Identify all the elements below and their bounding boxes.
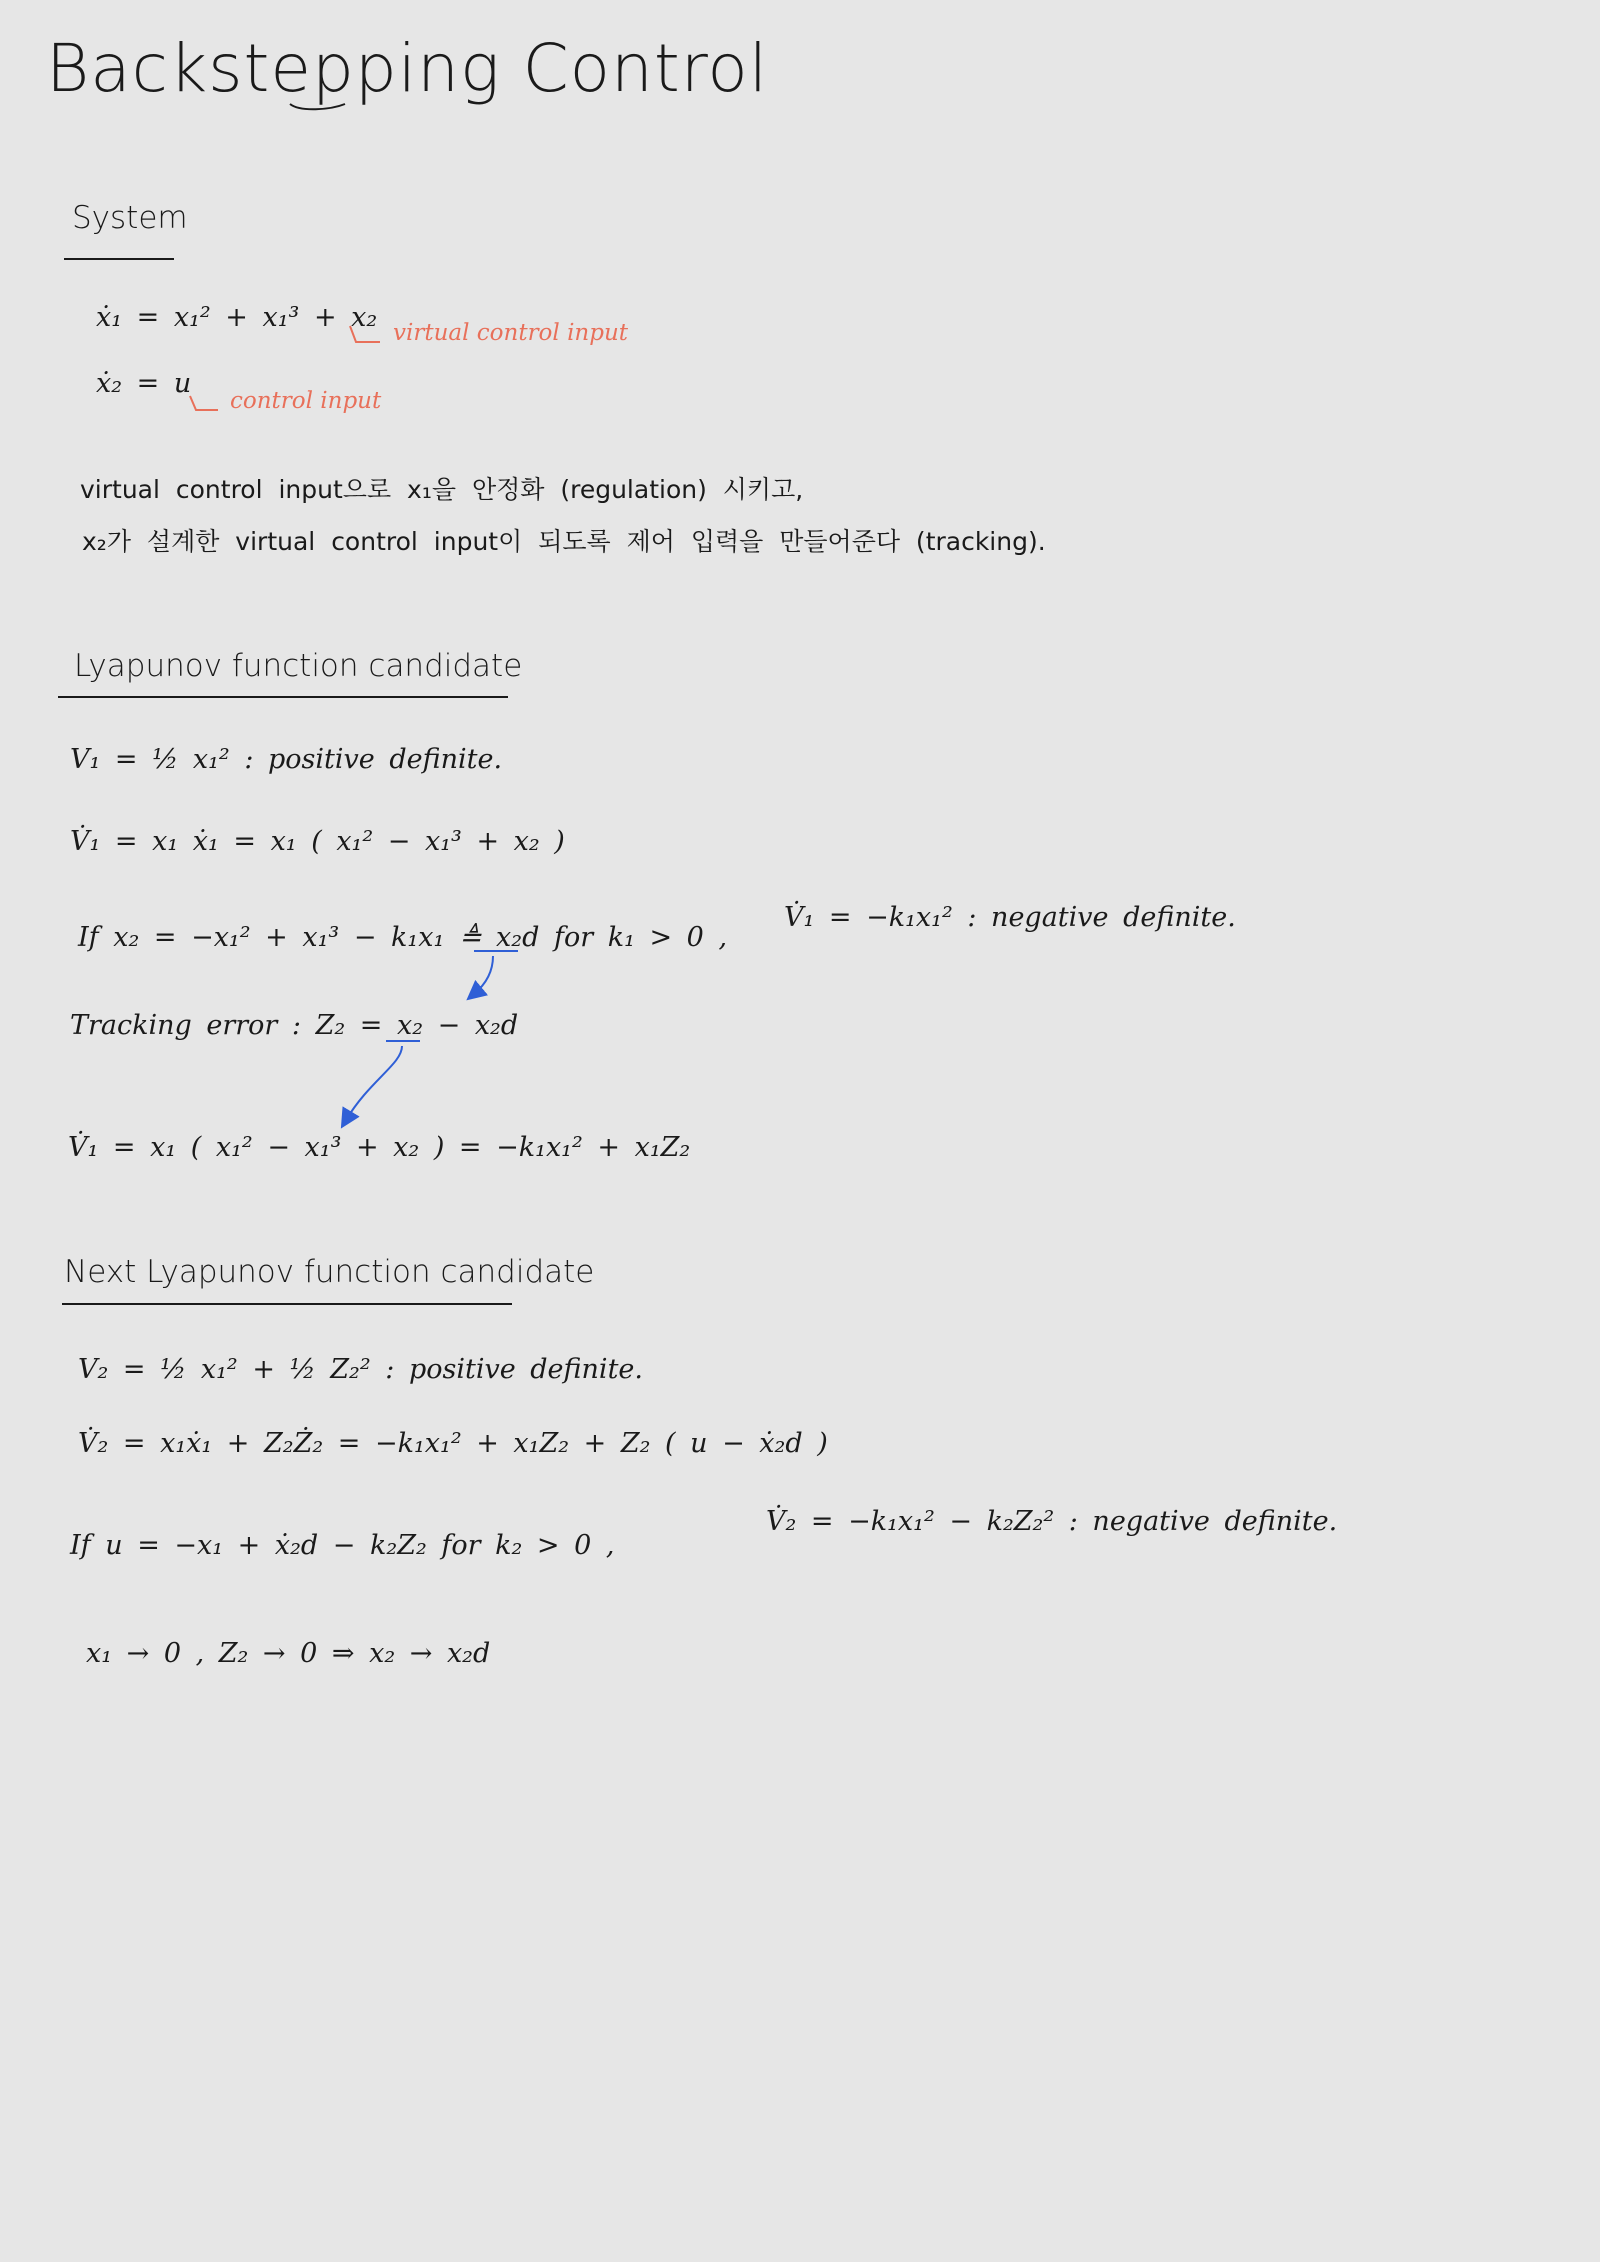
system-heading: System [72,200,188,236]
tracking-error: Tracking error : Z₂ = x₂ − x₂d [70,1010,519,1041]
v2-definition: V₂ = ½ x₁² + ½ Z₂² : positive definite. [78,1354,643,1385]
page-title: Backstepping Control [46,30,769,107]
v1-derivative: V̇₁ = x₁ ẋ₁ = x₁ ( x₁² − x₁³ + x₂ ) [70,826,565,857]
control-law: If u = −x₁ + ẋ₂d − k₂Z₂ for k₂ > 0 , [70,1530,615,1561]
description-line-2: x₂가 설계한 virtual control input이 되도록 제어 입력을 만들어준다 (tracking). [82,527,1046,556]
convergence-conclusion: x₁ → 0 , Z₂ → 0 ⇒ x₂ → x₂d [86,1638,491,1669]
next-lyapunov-heading: Next Lyapunov function candidate [64,1254,595,1290]
description-line-1: virtual control input으로 x₁을 안정화 (regulation) 시키고, [80,475,804,504]
v1-derivative-result: V̇₁ = −k₁x₁² : negative definite. [784,902,1236,933]
system-equation-1: ẋ₁ = x₁² + x₁³ + x₂ [96,302,378,333]
system-equation-2: ẋ₂ = u [96,368,192,399]
control-input-note: control input [230,388,382,414]
virtual-control-input-note: virtual control input [393,320,629,346]
v2-derivative: V̇₂ = x₁ẋ₁ + Z₂Ż₂ = −k₁x₁² + x₁Z₂ + Z₂ ( u − ẋ₂d ) [78,1428,828,1459]
v2-derivative-result: V̇₂ = −k₁x₁² − k₂Z₂² : negative definite. [766,1506,1338,1537]
next-lyapunov-heading-underline [62,1303,512,1305]
v1-definition: V₁ = ½ x₁² : positive definite. [70,744,503,775]
v1-derivative-final: V̇₁ = x₁ ( x₁² − x₁³ + x₂ ) = −k₁x₁² + x₁Z₂ [68,1132,691,1163]
lyapunov-heading: Lyapunov function candidate [74,648,523,684]
virtual-control-law: If x₂ = −x₁² + x₁³ − k₁x₁ ≜ x₂d for k₁ > 0 , [78,922,728,953]
